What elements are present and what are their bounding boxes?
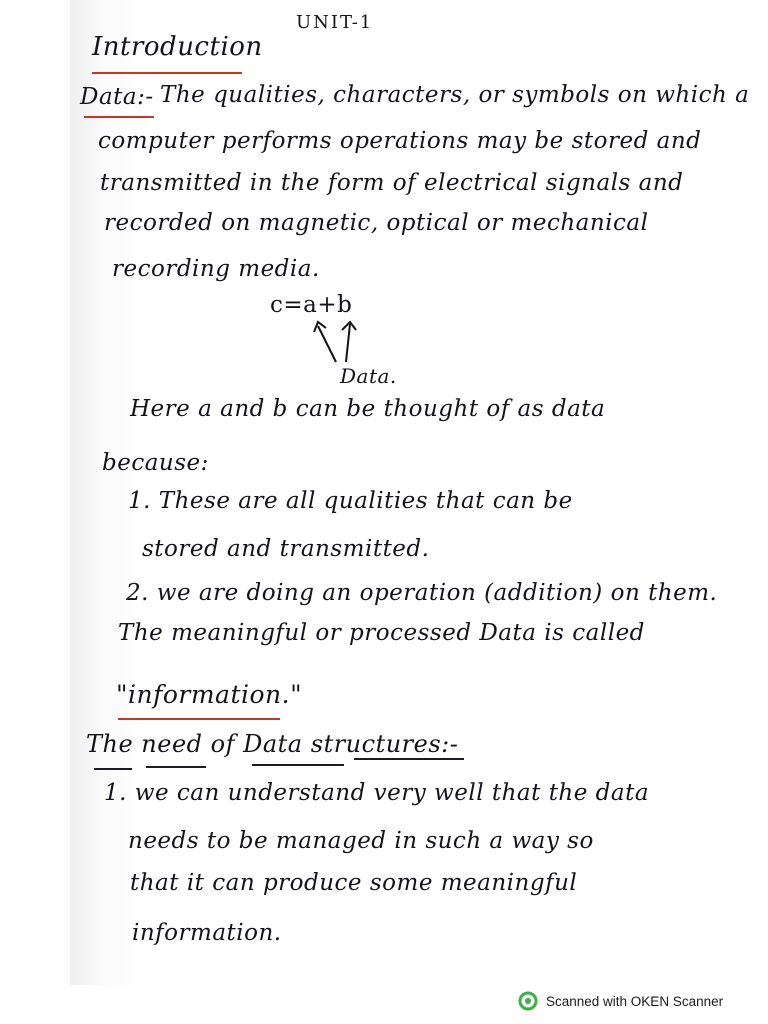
scanner-footer-text: Scanned with OKEN Scanner bbox=[546, 993, 724, 1009]
need-point-line: 1. we can understand very well that the data bbox=[104, 780, 650, 806]
definition-line: transmitted in the form of electrical signals and bbox=[100, 170, 684, 196]
list-item-line: 2. we are doing an operation (addition) on them. bbox=[126, 580, 718, 606]
page-title: UNIT-1 bbox=[296, 12, 374, 33]
information-term: "information." bbox=[116, 680, 303, 709]
equation-arrows bbox=[310, 318, 370, 368]
equation-label: Data. bbox=[340, 364, 397, 388]
need-underline-2 bbox=[146, 766, 206, 768]
heading-underline bbox=[92, 72, 242, 74]
definition-label-underline bbox=[84, 116, 154, 118]
need-point-line: that it can produce some meaningful bbox=[130, 870, 578, 896]
list-item-line: 1. These are all qualities that can be bbox=[128, 488, 573, 514]
section-heading: Introduction bbox=[92, 32, 263, 62]
scanner-footer bbox=[518, 990, 723, 1012]
definition-line: recording media. bbox=[112, 256, 320, 282]
need-underline-1 bbox=[94, 768, 132, 770]
information-underline bbox=[118, 718, 280, 720]
need-heading: The need of Data structures:- bbox=[86, 730, 459, 758]
need-underline-4 bbox=[354, 758, 464, 760]
definition-line: The qualities, characters, or symbols on which a bbox=[160, 82, 750, 108]
definition-label: Data:- bbox=[80, 84, 154, 110]
oken-logo-icon bbox=[518, 991, 538, 1011]
need-underline-3 bbox=[252, 764, 344, 766]
explanation-line: Here a and b can be thought of as data bbox=[130, 396, 606, 422]
list-item-line: stored and transmitted. bbox=[142, 536, 430, 562]
definition-line: recorded on magnetic, optical or mechanical bbox=[104, 210, 649, 236]
definition-line: computer performs operations may be stored and bbox=[98, 128, 702, 154]
need-point-line: information. bbox=[132, 920, 282, 946]
information-line: The meaningful or processed Data is called bbox=[118, 620, 645, 646]
explanation-line: because: bbox=[102, 450, 209, 476]
equation: c=a+b bbox=[270, 292, 353, 318]
need-point-line: needs to be managed in such a way so bbox=[128, 828, 594, 854]
